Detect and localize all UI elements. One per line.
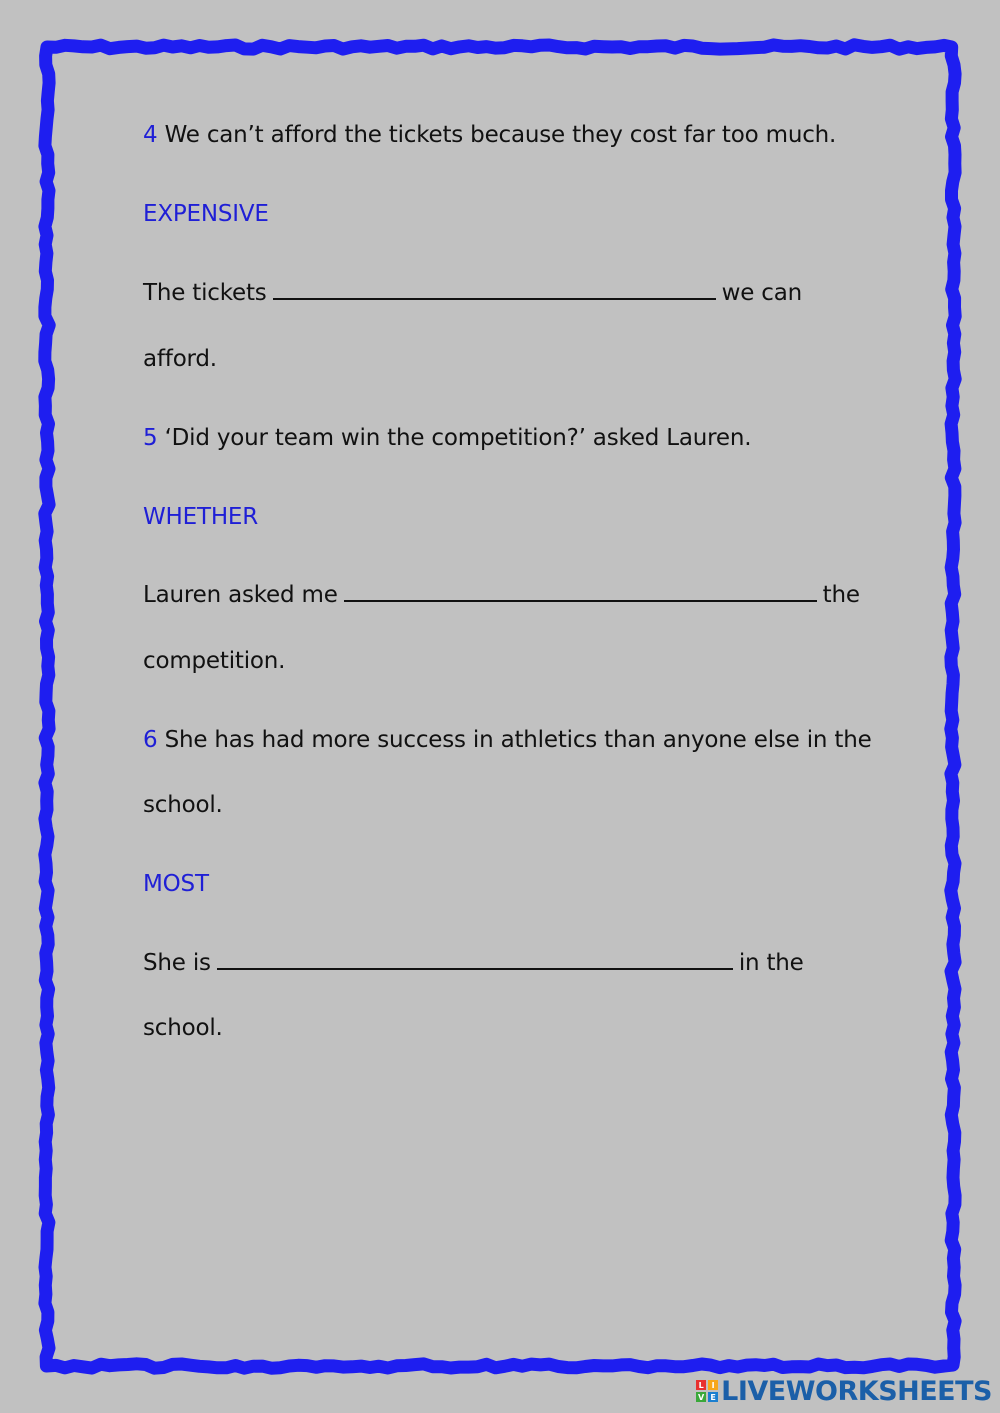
question-5-keyword: WHETHER [143,504,259,530]
answer-blank[interactable] [273,278,716,300]
answer-start: The tickets [143,280,267,306]
question-text: She has had more success in athletics than anyone else in the [164,727,872,753]
logo-letter: L [696,1380,706,1390]
question-text: We can’t afford the tickets because they cost far too much. [164,122,837,148]
question-6-answer-continuation: school. [143,1015,223,1041]
logo-letter: I [708,1380,718,1390]
question-5-sentence [143,423,751,453]
question-number: 5 [143,425,158,451]
answer-end: in the [738,950,804,976]
answer-start: Lauren asked me [143,582,338,608]
question-6-sentence [143,725,872,755]
question-4-keyword: EXPENSIVE [143,201,269,227]
answer-end: the [822,582,860,608]
answer-start: She is [143,950,211,976]
question-6-keyword: MOST [143,871,209,897]
liveworksheets-logo[interactable] [696,1375,992,1407]
question-5-answer-line [143,580,860,610]
logo-letter: E [708,1392,718,1402]
answer-blank[interactable] [344,580,817,602]
question-4-sentence [143,120,836,150]
answer-blank[interactable] [217,948,733,970]
question-5-answer-continuation: competition. [143,648,286,674]
logo-letter: V [698,1392,705,1402]
logo-text: LIVEWORKSHEETS [721,1375,992,1407]
question-4-answer-line [143,278,802,308]
answer-end: we can [721,280,802,306]
logo-mark-icon [696,1380,718,1402]
question-text: ‘Did your team win the competition?’ asked Lauren. [164,425,752,451]
question-number: 4 [143,122,158,148]
wavy-blue-frame [45,45,955,1368]
question-6-sentence-continuation: school. [143,792,223,818]
question-number: 6 [143,727,158,753]
question-4-answer-continuation: afford. [143,346,217,372]
question-6-answer-line [143,948,804,978]
